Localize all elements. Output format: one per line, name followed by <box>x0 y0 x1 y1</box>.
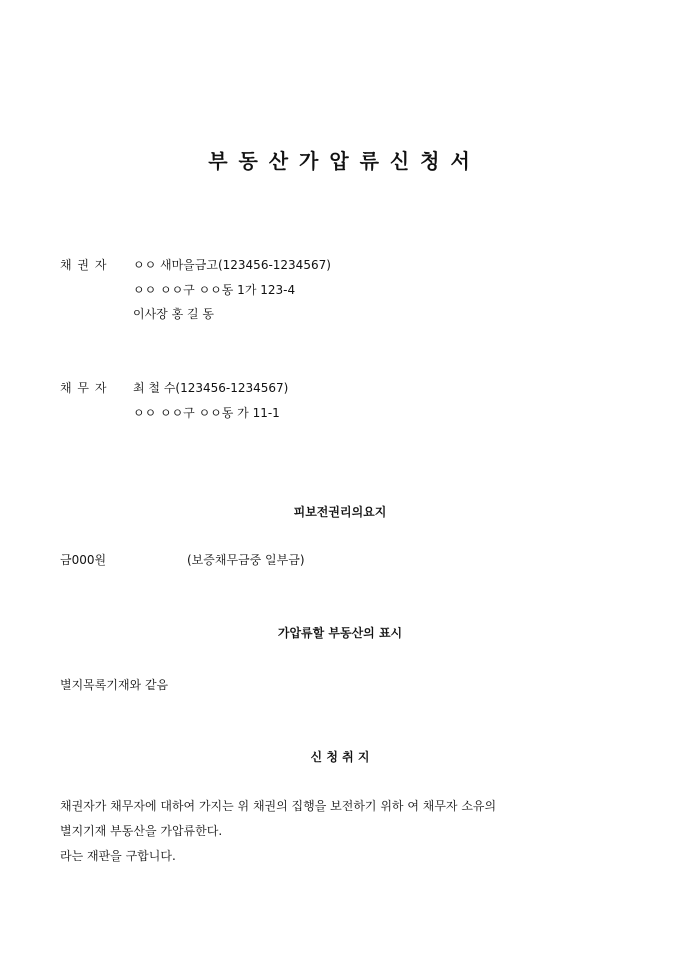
creditor-representative: 이사장 홍 길 동 <box>133 307 214 321</box>
purpose-line-3: 라는 재판을 구합니다. <box>60 849 176 863</box>
purpose-heading: 신 청 취 지 <box>310 750 370 764</box>
document-title: 부 동 산 가 압 류 신 청 서 <box>208 149 472 173</box>
purpose-line-2: 별지기재 부동산을 가압류한다. <box>60 824 223 838</box>
purpose-line-1: 채권자가 채무자에 대하여 가지는 위 채권의 집행을 보전하기 위하 여 채무자 소유의 <box>60 799 497 813</box>
creditor-address: ㅇㅇ ㅇㅇ구 ㅇㅇ동 1가 123-4 <box>133 283 296 297</box>
secured-right-amount: 금000원 <box>60 553 107 567</box>
creditor-label: 채 권 자 <box>60 258 108 272</box>
secured-right-note: (보증채무금중 일부금) <box>187 553 305 567</box>
debtor-label: 채 무 자 <box>60 381 108 395</box>
property-text: 별지목록기재와 같음 <box>60 678 169 692</box>
property-heading: 가압류할 부동산의 표시 <box>277 626 403 640</box>
secured-right-heading: 피보전권리의요지 <box>293 505 387 519</box>
creditor-name: ㅇㅇ 새마을금고(123456-1234567) <box>133 258 331 272</box>
debtor-address: ㅇㅇ ㅇㅇ구 ㅇㅇ동 가 11-1 <box>133 406 280 420</box>
debtor-name: 최 철 수(123456-1234567) <box>133 381 289 395</box>
